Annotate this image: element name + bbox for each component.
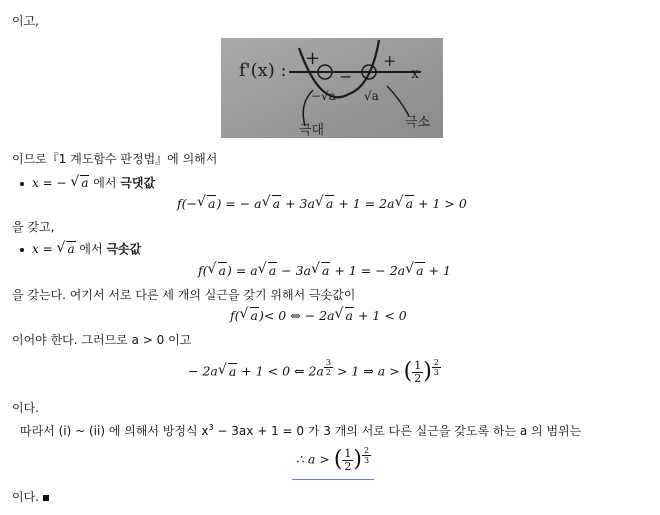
line8-text: 이다.: [12, 490, 39, 504]
photo-min-label: 극소: [405, 115, 431, 130]
eq4-exp2-den: 3: [433, 368, 439, 377]
eq5-pre: ∴ a >: [296, 451, 334, 467]
end-of-proof-square-icon: [43, 495, 49, 501]
eq2-rad: a: [218, 263, 226, 278]
bullet1-tail: 에서: [89, 176, 121, 190]
eq2-mid2: − 3a: [277, 263, 311, 278]
bullet1-bold-term: 극댓값: [120, 176, 156, 190]
eq5-frac-num: 1: [344, 446, 352, 460]
bullet2-lhs: x =: [32, 242, 57, 256]
photo-minus: −: [339, 67, 353, 86]
line7-sup: 3: [208, 423, 214, 432]
eq4-pre: − 2a: [188, 363, 218, 379]
eq4-exp-den: 2: [325, 368, 331, 377]
text-line-2: 이므로『1 계도함수 판정법』에 의해서: [12, 152, 218, 166]
eq1-mid: ) = − a: [216, 196, 262, 211]
eq2-rad2: a: [268, 263, 277, 278]
text-line-8: [12, 488, 49, 505]
eq1-mid2: + 3a: [281, 196, 315, 211]
text-line-1: 이고,: [12, 14, 39, 28]
line7-a: 따라서 (i) ~ (ii) 에 의해서 방정식 x: [20, 424, 209, 438]
bullet2-tail: 에서: [75, 242, 107, 256]
eq5-exp-den: 3: [364, 456, 370, 465]
text-line-7: [20, 422, 581, 439]
bullet-dot: [20, 248, 24, 252]
bullet-local-max: [20, 174, 155, 191]
bullet-local-min: [20, 240, 141, 257]
eq1-rad2: a: [272, 196, 281, 211]
bullet1-lhs: x = −: [32, 176, 71, 190]
eq5-frac-den: 2: [344, 459, 352, 473]
photo-root-1: −√a: [311, 89, 336, 103]
eq4-mid2: > 1 ⇒ a >: [332, 363, 404, 379]
equation-3: [230, 308, 407, 323]
text-line-6: 이다.: [12, 401, 39, 415]
eq4-exp-num: 3: [325, 358, 331, 367]
eq3-rad2: a: [345, 308, 353, 323]
eq3-rad: a: [250, 308, 258, 323]
text-line-4: 을 갖는다. 여기서 서로 다른 세 개의 실근을 갖기 위해서 극솟값이: [12, 288, 356, 302]
final-answer: ∴ a > ( $\frac{1}{2}$ ) $^{\frac{2}{3}}$: [296, 446, 370, 473]
eq3-pre: f(: [230, 308, 240, 323]
photo-f-label: f'(x) :: [239, 60, 287, 81]
eq2-rad3: a: [322, 263, 330, 278]
photo-root-2: √a: [364, 89, 379, 103]
eq3-mid: )< 0 ⇔ − 2a: [258, 308, 335, 323]
bullet2-radicand: a: [67, 242, 75, 256]
eq4-frac-den: 2: [414, 371, 422, 385]
eq4-rad: a: [228, 363, 237, 379]
photo-x-axis-label: x: [411, 66, 419, 82]
eq5-exp-num: 2: [364, 446, 370, 455]
eq4-frac-num: 1: [414, 358, 422, 372]
eq3-end: + 1 < 0: [353, 308, 407, 323]
equation-2: [198, 263, 451, 278]
equation-1: [177, 196, 467, 211]
eq2-pre: f(: [198, 263, 208, 278]
text-line-3: 을 갖고,: [12, 220, 55, 234]
text-line-5: 이어야 한다. 그러므로 a > 0 이고: [12, 333, 192, 347]
line7-b: − 3ax + 1 = 0 가 3 개의 서로 다른 실근을 갖도록 하는 a 의 범위는: [213, 424, 582, 438]
eq2-end: + 1 = − 2a: [330, 263, 406, 278]
eq1-end2: + 1 > 0: [414, 196, 467, 211]
answer-underline: [292, 479, 374, 480]
eq1-end: + 1 = 2a: [334, 196, 395, 211]
handwritten-derivative-sign-chart: [221, 38, 443, 138]
photo-max-label: 극대: [299, 123, 325, 138]
bullet-dot: [20, 182, 24, 186]
eq1-rad4: a: [405, 196, 414, 211]
eq2-end2: + 1: [424, 263, 451, 278]
eq4-mid: + 1 < 0 ⇐ 2a: [237, 363, 324, 379]
eq2-mid: ) = a: [226, 263, 258, 278]
eq1-pre: f(−: [177, 196, 197, 211]
bullet1-radicand: a: [81, 176, 89, 190]
eq1-rad: a: [207, 196, 216, 211]
equation-4: − 2a√ a + 1 < 0 ⇐ 2a $^{\frac{3}{2}}$ > 1 ⇒ a > ( $\frac{1}{2}$ ) $^{\frac{2}{3}}$: [188, 358, 441, 385]
photo-plus-2: +: [383, 51, 397, 70]
photo-plus-1: +: [305, 48, 321, 69]
eq4-exp2-num: 2: [433, 358, 439, 367]
eq2-rad4: a: [416, 263, 424, 278]
eq1-rad3: a: [325, 196, 334, 211]
bullet2-bold-term: 극솟값: [106, 242, 142, 256]
